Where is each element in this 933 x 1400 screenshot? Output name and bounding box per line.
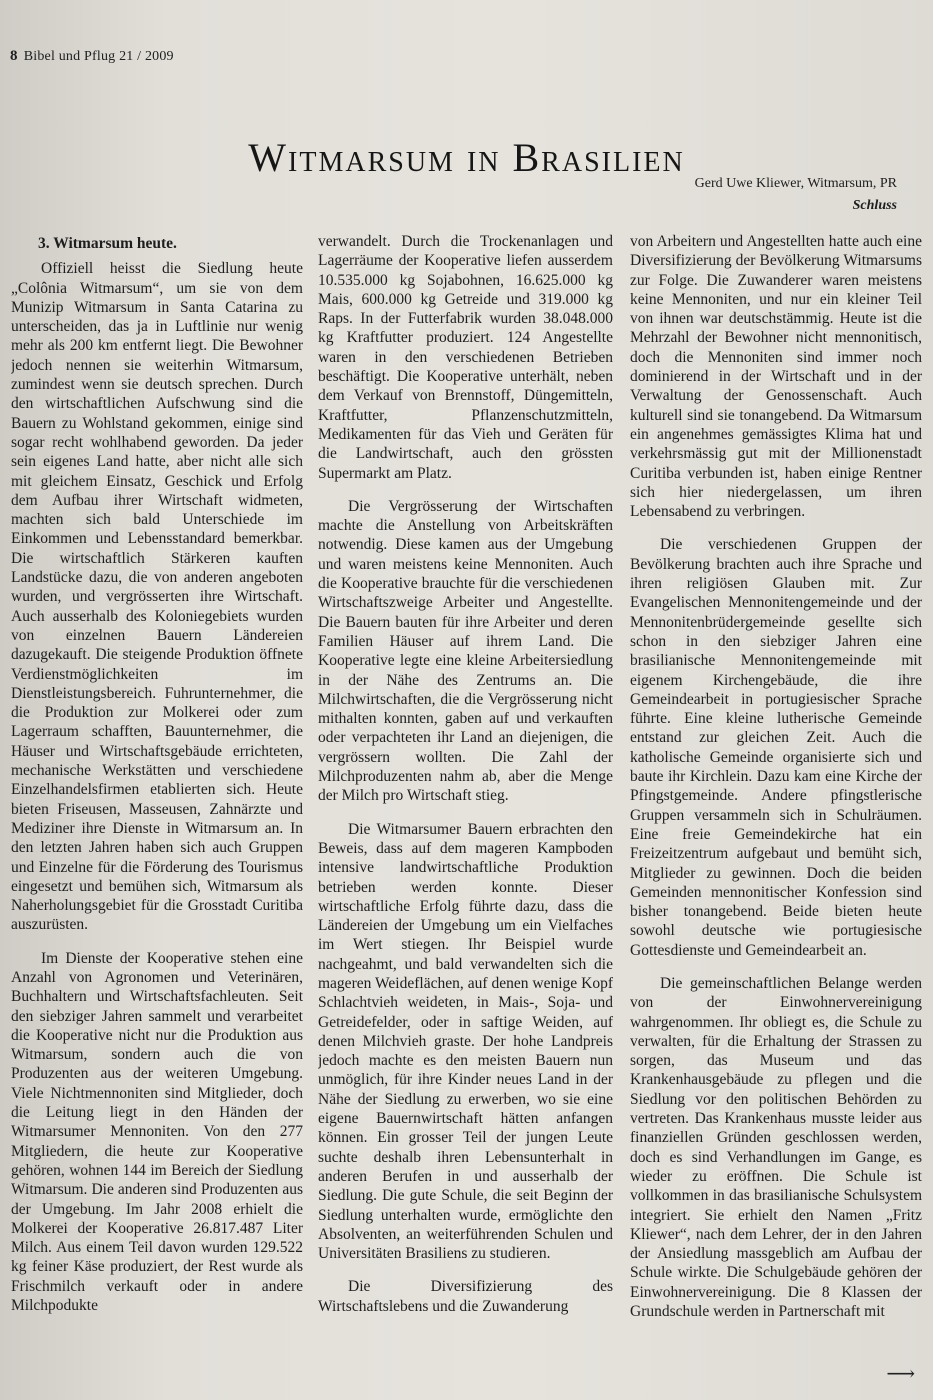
text-column-2 [318, 232, 613, 1382]
publication-name: Bibel und Pflug 21 / 2009 [23, 49, 174, 64]
paragraph: Die Vergrösserung der Wirtschaften machte die Anstellung von Arbeitskräften notwendig. Diese kamen aus der Umgebung und waren meistens keine Mennoniten. Auch die Kooperative brauchte für die verschiedenen Wirtschaftszweige Arbeiter und Angestellte. Die Bauern bauten für ihre Arbeiter und deren Familien Häuser auf ihrem Land. Die Kooperative legte eine kleine Arbeitersiedlung in der Nähe des Zentrums an. Die Milchwirtschaften, die die Vergrösserung nicht mithalten konnten, gaben auf und verkauften oder verpachteten ihr Land an diejenigen, die vergrössern wollten. Die Zahl der Milchproduzenten nahm ab, aber die Menge der Milch pro Wirtschaft stieg. [318, 497, 613, 805]
article-author: Gerd Uwe Kliewer, Witmarsum, PR [694, 176, 897, 191]
paragraph: Die Witmarsumer Bauern erbrachten den Beweis, dass auf dem mageren Kampboden intensive landwirtschaftliche Produktion betrieben werden konnte. Dieser wirtschaftliche Erfolg führte dazu, dass die Ländereien der Umgebung um ein Vielfaches im Wert stiegen. Ihr Beispiel wurde nachgeahmt, und bald verwandelten sich die mageren Weideflächen, auf denen wenige Kopf Schlachtvieh weideten, in Mais-, Soja- und Getreidefelder, oder in saftige Weiden, auf denen Milchvieh graste. Der hohe Landpreis jedoch machte es den meisten Bauern nun unmöglich, für ihre Kinder neues Land in der Nähe der Siedlung zu erwerben, wo sie eine eigene Bauernwirtschaft hätten anfangen können. Ein grosser Teil der jungen Leute suchte deshalb ihren Lebensunterhalt in anderen Berufen in und ausserhalb der Siedlung. Die gute Schule, die seit Beginn der Siedlung unterhalten wurde, ermöglichte den Absolventen, an weiterführenden Schulen und Universitäten Brasiliens zu studieren. [318, 820, 613, 1263]
text-column-3 [630, 232, 922, 1382]
paragraph: Die gemeinschaftlichen Belange werden von der Einwohnervereinigung wahrgenommen. Ihr obliegt es, die Schule zu verwalten, für die Erhaltung der Strassen zu sorgen, das Museum und das Krankenhausgebäude zu pflegen und die Siedlung vor den politischen Behörden zu vertreten. Das Krankenhaus musste leider aus finanziellen Gründen geschlossen werden, doch es sind Verhandlungen im Gange, es wieder zu eröffnen. Die Schule ist vollkommen in das brasilianische Schulsystem integriert. Sie erhielt den Namen „Fritz Kliewer“, nach dem Lehrer, der in den Jahren der Ansiedlung massgeblich am Aufbau der Schule wirkte. Die Schulgebäude gehören der Einwohnervereinigung. Die 8 Klassen der Grundschule werden in Partnerschaft mit [630, 974, 922, 1321]
article-title: Witmarsum in Brasilien [248, 135, 685, 180]
page-number: 8 [10, 48, 18, 64]
text-column-1 [11, 232, 303, 1382]
arrow-right-icon: ⟶ [886, 1363, 915, 1385]
article-part-label: Schluss [852, 198, 897, 213]
paragraph: von Arbeitern und Angestellten hatte auch eine Diversifizierung der Bevölkerung Witmarsums zur Folge. Die Zuwanderer waren meistens keine Mennoniten, und nur ein kleiner Teil von ihnen war deutschstämmig. Heute ist die Mehrzahl der Bewohner nicht mennonitisch, doch die Mennoniten sind immer noch dominierend in der Wirtschaft und in der Verwaltung der Genossenschaft. Auch kulturell sind sie tonangebend. Da Witmarsum ein angenehmes gemässigtes Klima hat und verkehrsmässig gut mit der Millionenstadt Curitiba verbunden ist, haben einige Rentner sich hier niedergelassen, um ihren Lebensabend zu verbringen. [630, 233, 922, 521]
paragraph: Offiziell heisst die Siedlung heute „Colônia Witmarsum“, um sie von dem Munizip Witmarsum in Santa Catarina zu unterscheiden, das ja in Luftlinie nur wenig mehr als 200 km entfernt liegt. Die Bewohner jedoch nennen sie weiterhin Witmarsum, zumindest wenn sie deutsch sprechen. Durch den wirtschaftlichen Aufschwung sind die Bauern zu Wohlstand gekommen, einige sind sogar recht wohlhabend geworden. Da jeder sein eigenes Land hatte, aber nicht alle sich mit gleichem Einsatz, Geschick und Erfolg dem Aufbau ihrer Wirtschaft widmeten, machten sich bald Unterschiede im Einkommen und Lebensstandard bemerkbar. Die wirtschaftlich Stärkeren kauften Landstücke dazu, die von anderen angeboten wurden, und vergrösserten ihre Wirtschaft. Auch ausserhalb des Koloniegebiets wurden von einzelnen Bauern Ländereien dazugekauft. Die steigende Produktion öffnete Verdienstmöglichkeiten im Dienstleistungsbereich. Fuhrunternehmer, die die Produktion zur Molkerei oder zum Lagerraum schafften, Bauunternehmer, die Häuser und Wirtschaftsgebäude errichteten, mechanische Werkstätten und verschiedene Einzelhandelsfirmen etablierten sich. Heute bieten Friseusen, Masseusen, Zahnärzte und Mediziner ihre Dienste in Witmarsum an. In den letzten Jahren haben sich auch Gruppen und Einzelne für die Förderung des Tourismus eingesetzt und bemühen sich, Witmarsum als Naherholungsgebiet für die Grosstadt Curitiba auszurüsten. [11, 260, 303, 934]
running-head [10, 48, 174, 65]
section-heading: 3. Witmarsum heute. [38, 235, 177, 252]
paragraph: Die Diversifizierung des Wirtschaftslebens und die Zuwanderung [318, 1278, 613, 1315]
paragraph: Die verschiedenen Gruppen der Bevölkerung brachten auch ihre Sprache und ihren religiösen Glauben mit. Zur Evangelischen Mennonitengemeinde und der Mennonitenbrüdergemeinde gesellte sich schon in den siebziger Jahren eine brasilianische Mennonitengemeinde mit eigenem Kirchengebäude, die ihre Gemeindearbeit in portugiesischer Sprache führte. Eine kleine lutherische Gemeinde entstand zur gleichen Zeit. Auch die katholische Gemeinde organisierte sich und baute ihr Kirchlein. Dazu kam eine Kirche der Pfingstgemeinde. Andere pfingstlerische Gruppen versammeln sich in Schulräumen. Eine freie Gemeindekirche hat ein Freizeitzentrum aufgebaut und bemüht sich, Mitglieder zu gewinnen. Doch die beiden Gemeinden mennonitischer Konfession sind bisher tonangebend. Beide bieten heute sowohl deutsche wie portugiesische Gottesdienste und Gemeindearbeit an. [630, 536, 922, 959]
paragraph: Im Dienste der Kooperative stehen eine Anzahl von Agronomen und Veterinären, Buchhaltern und Wirtschaftsfachleuten. Seit den siebziger Jahren sammelt und verarbeitet die Kooperative nicht nur die Produktion aus Witmarsum, sondern auch die von Produzenten aus der weiteren Umgebung. Viele Nichtmennoniten sind Mitglieder, doch die Leitung liegt in den Händen der Witmarsumer Mennoniten. Von den 277 Mitgliedern, die heute zur Kooperative gehören, wohnen 144 im Bereich der Siedlung Witmarsum. Die anderen sind Produzenten aus der Umgebung. Im Jahr 2008 erhielt die Molkerei der Kooperative 26.817.487 Liter Milch. Aus einem Teil davon wurden 129.522 kg feiner Käse produziert, der Rest wurde als Frischmilch verkauft oder in andere Milchpodukte [11, 949, 303, 1315]
paragraph: verwandelt. Durch die Trockenanlagen und Lagerräume der Kooperative liefen ausserdem 10.535.000 kg Sojabohnen, 16.625.000 kg Mais, 600.000 kg Getreide und 319.000 kg Raps. In der Futterfabrik wurden 38.048.000 kg Kraftfutter produziert. 124 Angestellte waren in den verschiedenen Betrieben beschäftigt. Die Kooperative unterhält, neben dem Verkauf von Brennstoff, Düngemitteln, Kraftfutter, Pflanzenschutzmitteln, Medikamenten für das Vieh und Geräten für die Landwirtschaft, auch den grössten Supermarkt am Platz. [318, 233, 613, 482]
